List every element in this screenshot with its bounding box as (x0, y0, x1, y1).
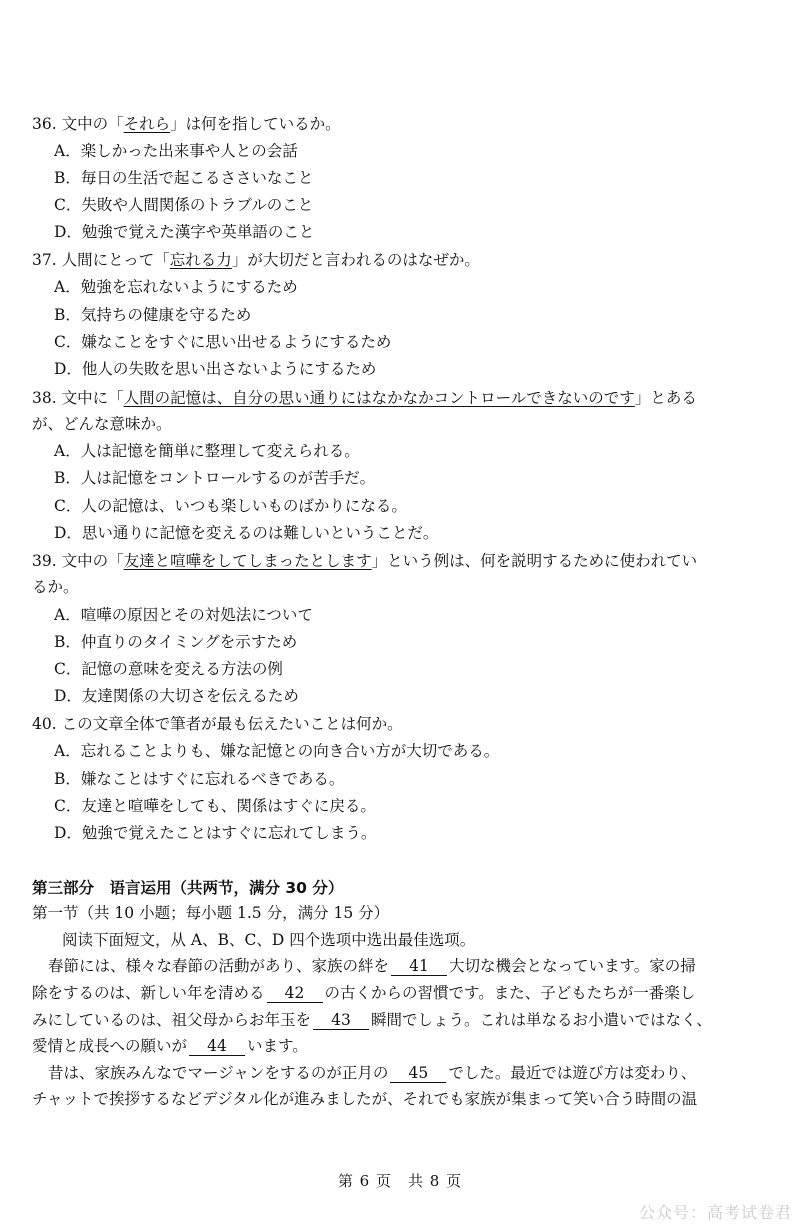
question-number: 38. (32, 389, 57, 407)
option-37-c: C．嫌なことをすぐに思い出せるようにするため (54, 333, 392, 351)
passage-line: チャットで挨拶するなどデジタル化が進みましたが、それでも家族が集まって笑い合う時間の温 (32, 1090, 698, 1108)
option-39-c: C．記憶の意味を変える方法の例 (54, 660, 283, 678)
option-38-a: A．人は記憶を簡単に整理して変えられる。 (54, 442, 360, 460)
option-38-b: B．人は記憶をコントロールするのが苦手だ。 (54, 469, 376, 487)
option-36-c: C．失敗や人間関係のトラブルのこと (54, 196, 314, 214)
option-38-c: C．人の記憶は、いつも楽しいものばかりになる。 (54, 497, 407, 515)
question-number: 36. (32, 115, 57, 133)
blank-44: 44 (189, 1038, 245, 1056)
question-37 (32, 250, 480, 270)
question-text: 」という例は、何を説明するために使われてい (371, 552, 698, 570)
option-39-a: A．喧嘩の原因とその対処法について (54, 606, 313, 624)
question-38 (32, 388, 697, 408)
question-text: 文中に「 (61, 389, 124, 407)
question-39-continuation: るか。 (32, 578, 79, 596)
option-36-b: B．毎日の生活で起こるささいなこと (54, 169, 314, 187)
question-39 (32, 551, 697, 571)
quoted-phrase: それら (123, 115, 171, 133)
passage-text: います。 (247, 1037, 308, 1055)
blank-42: 42 (267, 985, 323, 1003)
question-text: この文章全体で筆者が最も伝えたいことは何か。 (61, 715, 403, 733)
passage-text: の古くからの習慣です。また、子どもたちが一番楽し (324, 984, 696, 1002)
option-37-a: A．勉強を忘れないようにするため (54, 278, 298, 296)
option-40-c: C．友達と喧嘩をしても、関係はすぐに戻る。 (54, 797, 376, 815)
option-36-d: D．勉強で覚えた漢字や英単語のこと (54, 223, 315, 241)
section-subheading: 第一节（共 10 小题；每小题 1.5 分，满分 15 分） (32, 904, 390, 922)
passage-text: 愛情と成長への願いが (32, 1037, 188, 1055)
blank-45: 45 (390, 1065, 446, 1083)
passage-line (32, 1010, 712, 1030)
option-37-b: B．気持ちの健康を守るため (54, 306, 252, 324)
section-instruction: 阅读下面短文，从 A、B、C、D 四个选项中选出最佳选项。 (62, 931, 476, 949)
question-text: 」は何を指しているか。 (170, 115, 341, 133)
passage-line (48, 956, 696, 976)
option-36-a: A．楽しかった出来事や人との会話 (54, 142, 298, 160)
section-heading: 第三部分 语言运用（共两节，满分 30 分） (32, 879, 344, 897)
question-text: 」が大切だと言われるのはなぜか。 (231, 251, 480, 269)
question-36 (32, 114, 341, 134)
question-text: 文中の「 (61, 552, 124, 570)
passage-line (32, 983, 695, 1003)
blank-41: 41 (391, 958, 447, 976)
question-number: 40. (32, 715, 57, 733)
passage-text: 除をするのは、新しい年を清める (32, 984, 265, 1002)
blank-43: 43 (313, 1012, 369, 1030)
question-number: 37. (32, 251, 57, 269)
question-text: 」とある (634, 389, 697, 407)
passage-line (32, 1036, 308, 1056)
passage-text: みにしているのは、祖父母からお年玉を (32, 1011, 312, 1029)
passage-text: 昔は、家族みんなでマージャンをするのが正月の (48, 1064, 389, 1082)
question-text: 人間にとって「 (61, 251, 170, 269)
watermark: 公众号：高考试卷君 (638, 1203, 792, 1222)
quoted-phrase: 忘れる力 (169, 251, 232, 269)
passage-text: 瞬間でしょう。これは単なるお小遣いではなく、 (371, 1011, 712, 1029)
option-37-d: D．他人の失敗を思い出さないようにするため (54, 360, 377, 378)
question-38-continuation: が、どんな意味か。 (32, 415, 172, 433)
quoted-phrase: 友達と喧嘩をしてしまったとします (123, 552, 372, 570)
quoted-phrase: 人間の記憶は、自分の思い通りにはなかなかコントロールできないのです (123, 389, 635, 407)
option-38-d: D．思い通りに記憶を変えるのは難しいということだ。 (54, 524, 439, 542)
page-footer: 第 6 页 共 8 页 (337, 1172, 463, 1190)
option-40-a: A．忘れることよりも、嫌な記憶との向き合い方が大切である。 (54, 742, 500, 760)
passage-text: 大切な機会となっています。家の掃 (449, 957, 696, 975)
option-39-b: B．仲直りのタイミングを示すため (54, 633, 298, 651)
passage-text: 春節には、様々な春節の活動があり、家族の絆を (48, 957, 390, 975)
question-40 (32, 714, 403, 734)
option-39-d: D．友達関係の大切さを伝えるため (54, 687, 299, 705)
option-40-b: B．嫌なことはすぐに忘れるべきである。 (54, 770, 345, 788)
passage-line (48, 1063, 696, 1083)
passage-text: でした。最近では遊び方は変わり、 (448, 1064, 697, 1082)
option-40-d: D．勉強で覚えたことはすぐに忘れてしまう。 (54, 824, 377, 842)
question-number: 39. (32, 552, 57, 570)
question-text: 文中の「 (61, 115, 124, 133)
